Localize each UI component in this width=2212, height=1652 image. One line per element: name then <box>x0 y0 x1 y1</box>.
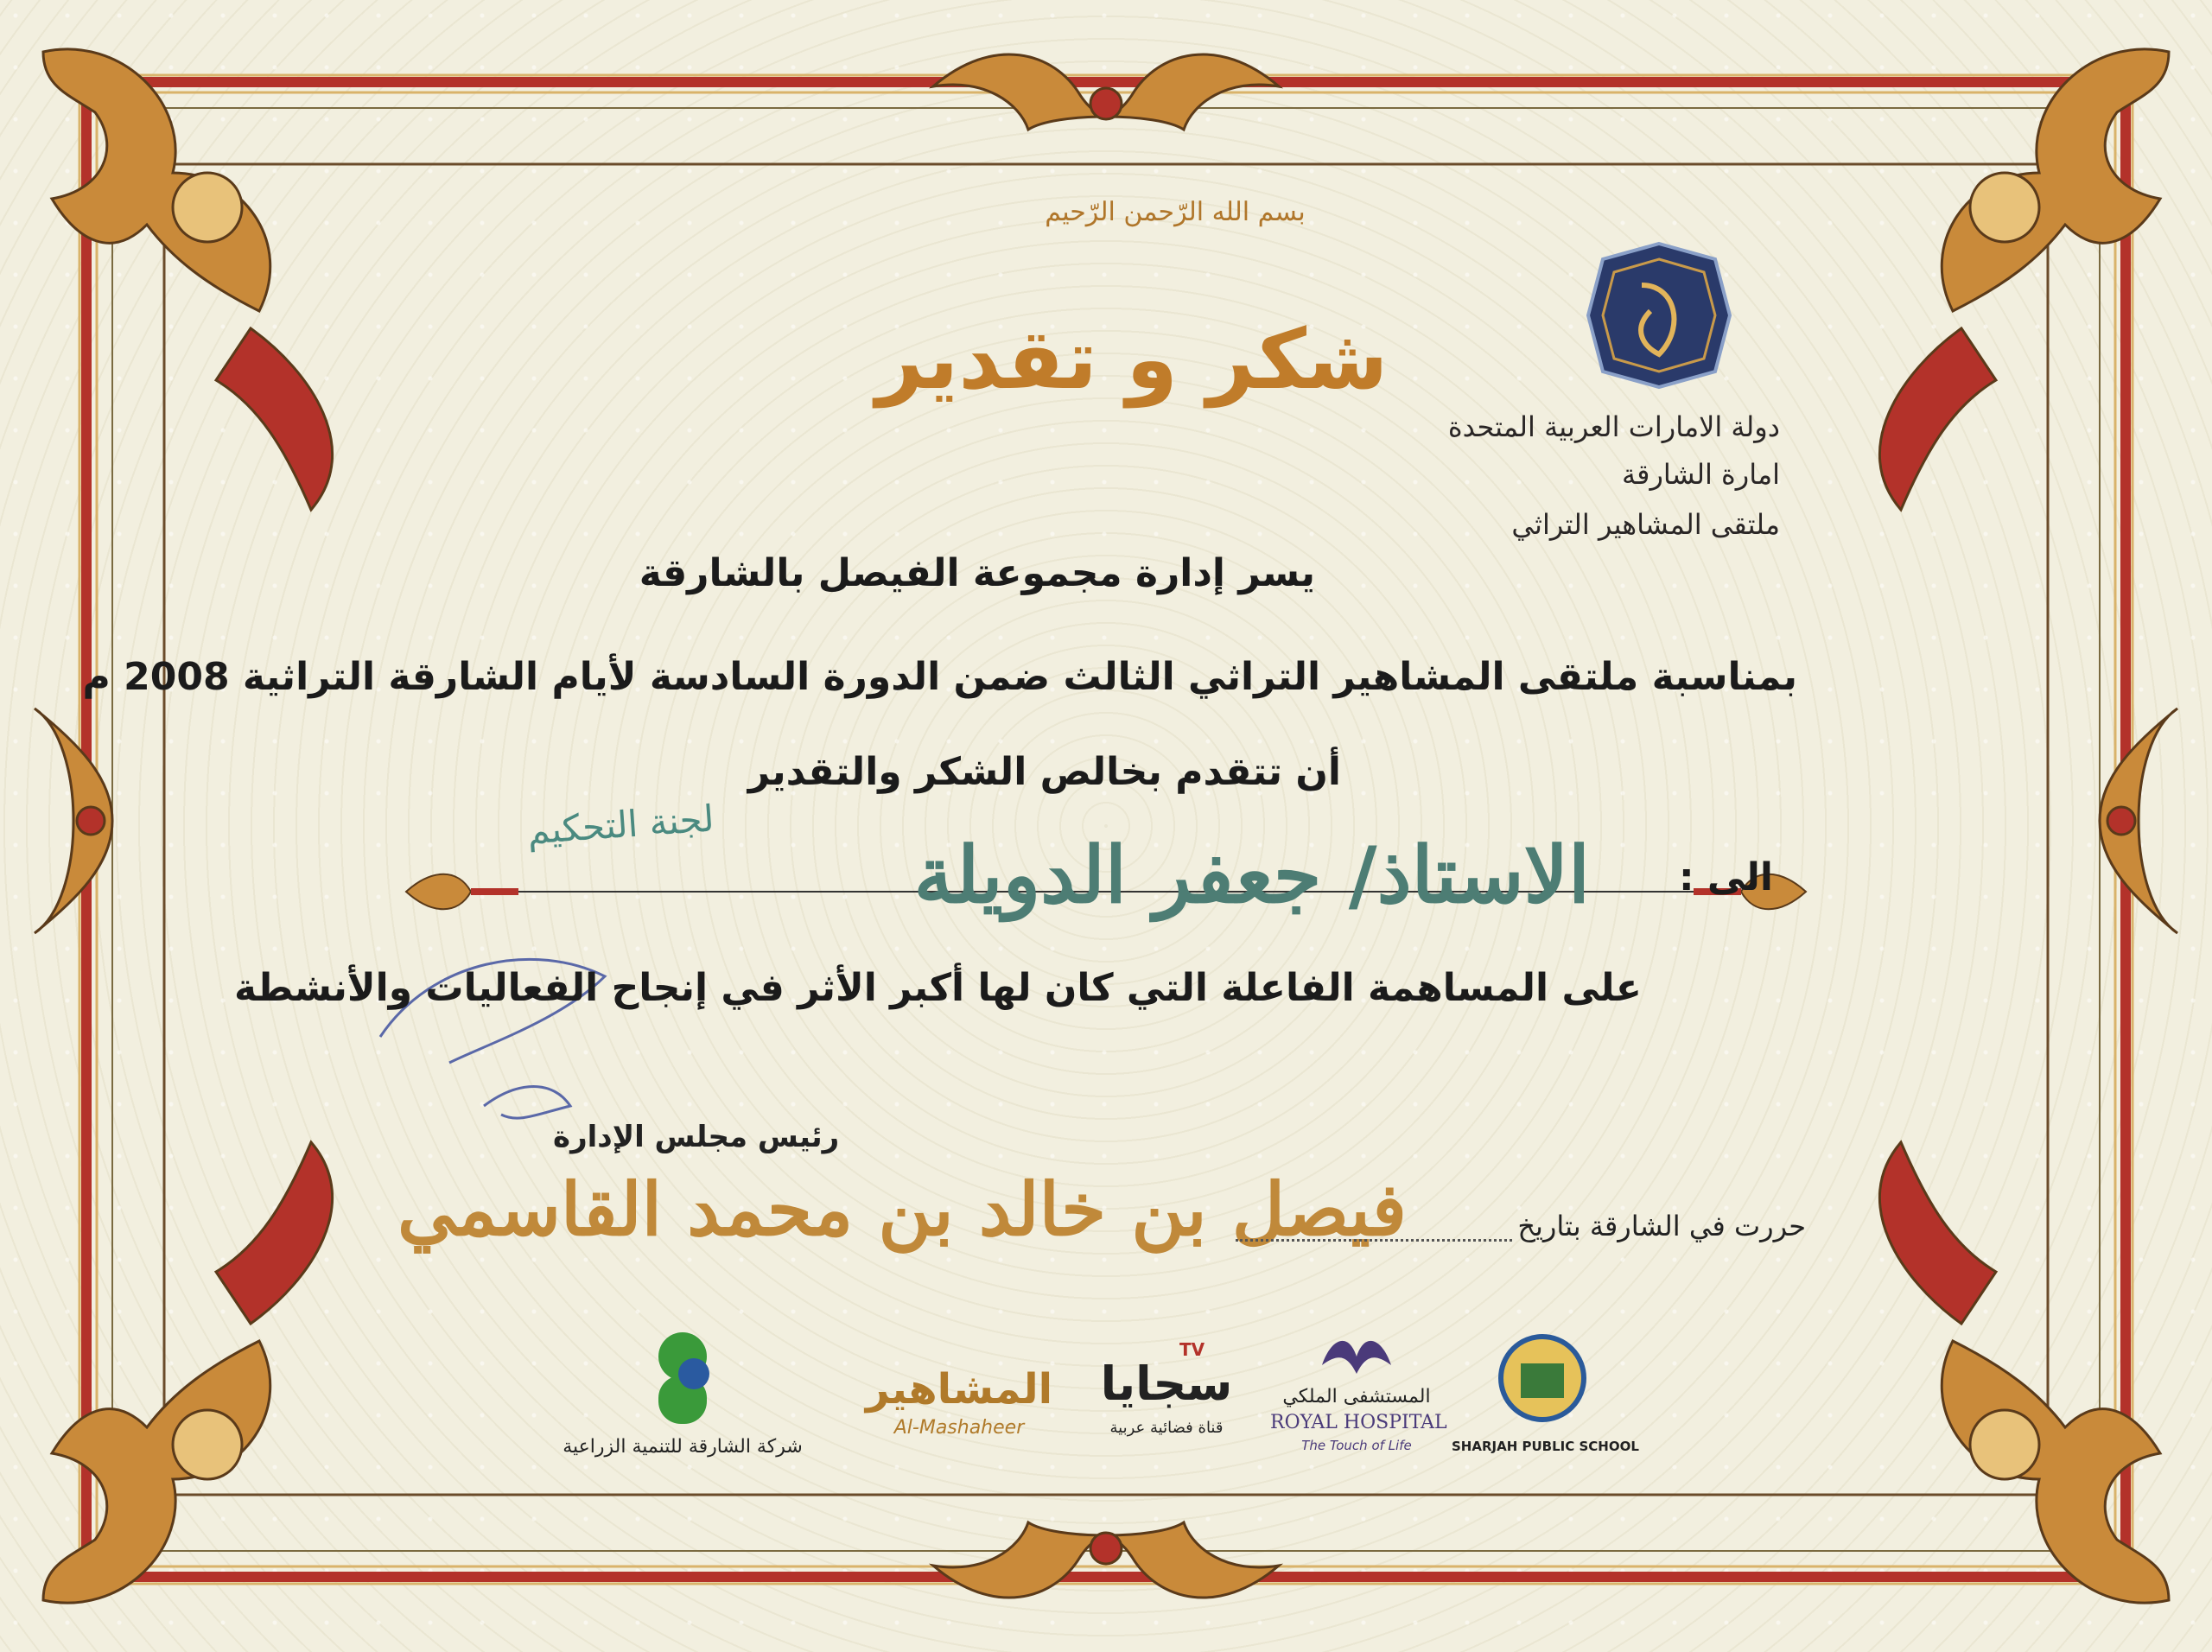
sponsor-royal-sub: ROYAL HOSPITAL <box>1270 1412 1447 1433</box>
sponsor-sajaya-caption: سجايا <box>1100 1357 1233 1411</box>
bottom-center-ornament <box>933 1522 1279 1598</box>
certificate-title: شكر و تقدير <box>875 311 1389 408</box>
recipient-name: الاستاذ/ جعفر الدويلة <box>913 829 1590 921</box>
sponsor-mashaheer-sub: Al-Mashaheer <box>893 1417 1025 1439</box>
chairman-title: رئيس مجلس الإدارة <box>553 1120 840 1154</box>
body-line-3: أن تتقدم بخالص الشكر والتقدير <box>747 750 1341 794</box>
sponsor-sajaya-tv: TV <box>1179 1339 1205 1360</box>
school-crest-icon <box>1452 1331 1633 1434</box>
sponsor-sajaya-logo <box>1097 1339 1236 1469</box>
body-line-2: بمناسبة ملتقى المشاهير التراثي الثالث ضمن الدورة السادسة لأيام الشارقة التراثية 2008 م <box>82 655 1797 699</box>
committee-note: لجنة التحكيم <box>525 797 715 853</box>
bird-icon <box>1270 1313 1443 1382</box>
issuer-country: دولة الامارات العربية المتحدة <box>1447 410 1780 443</box>
chairman-name: فيصل بن خالد بن محمد القاسمي <box>397 1166 1407 1252</box>
bismillah-line: بسم الله الرّحمن الرّحيم <box>1045 197 1306 227</box>
recipient-prefix: الى : <box>1678 855 1773 899</box>
issued-label: حررت في الشارقة بتاريخ <box>1517 1210 1806 1242</box>
emblem-logo <box>1588 244 1730 387</box>
sponsor-mashaheer-logo <box>847 1365 1071 1460</box>
body-line-1: يسر إدارة مجموعة الفيصل بالشارقة <box>639 551 1315 595</box>
body-line-4: على المساهمة الفاعلة التي كان لها أكبر الأثر في إنجاح الفعاليات والأنشطة <box>234 966 1642 1010</box>
agri-icon <box>553 1322 812 1434</box>
sponsor-agri-logo <box>553 1322 812 1469</box>
sponsor-royal-tagline: The Touch of Life <box>1301 1438 1412 1453</box>
sponsor-royal-caption: المستشفى الملكي <box>1282 1386 1431 1407</box>
sponsor-agri-caption: شركة الشارقة للتنمية الزراعية <box>563 1436 803 1458</box>
issuer-forum: ملتقى المشاهير التراثي <box>1511 508 1780 541</box>
sponsor-school-caption: SHARJAH PUBLIC SCHOOL <box>1452 1439 1639 1454</box>
left-side-ornament <box>35 708 112 933</box>
sponsor-royal-hospital-logo <box>1270 1313 1447 1477</box>
fleur-left <box>406 874 518 910</box>
right-side-ornament <box>2100 708 2177 933</box>
sponsor-school-logo <box>1452 1331 1639 1477</box>
issuer-emirate: امارة الشارقة <box>1621 458 1780 491</box>
date-dotted-line <box>1236 1239 1512 1242</box>
sponsor-mashaheer-caption: المشاهير <box>865 1365 1053 1414</box>
sponsor-sajaya-sub: قناة فضائية عربية <box>1109 1419 1224 1437</box>
